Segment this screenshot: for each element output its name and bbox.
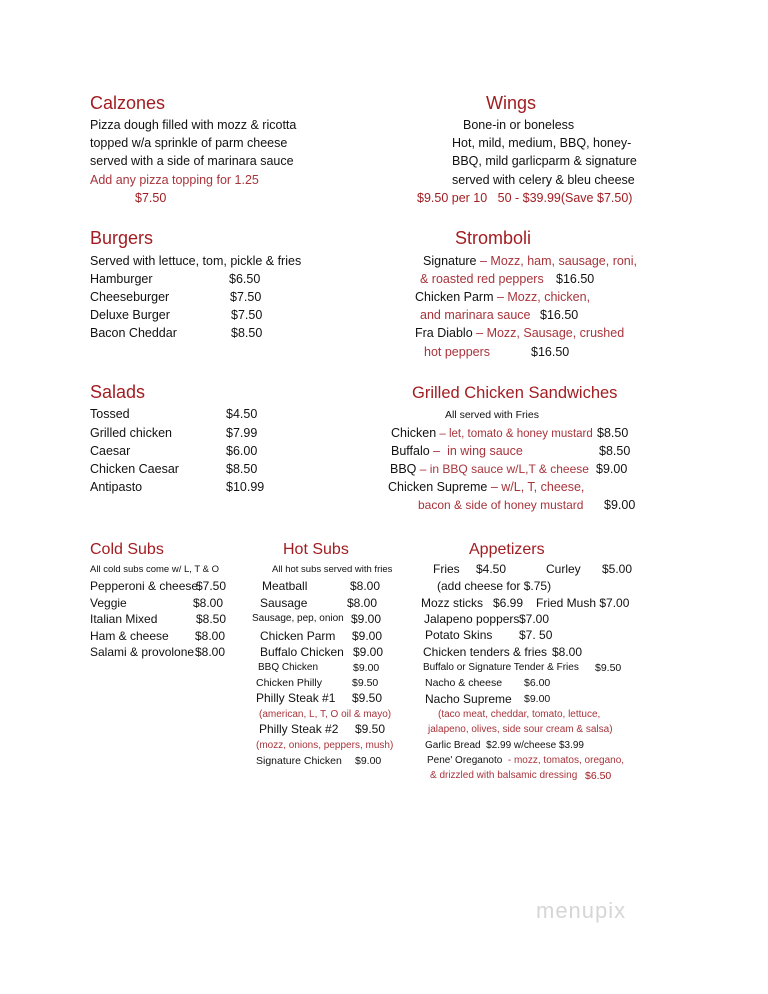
stromboli-item bbox=[415, 325, 624, 341]
sub-desc: (american, L, T, O oil & mayo) bbox=[259, 709, 392, 720]
item-name: Fra Diablo bbox=[415, 326, 473, 340]
calzones-desc: served with a side of marinara sauce bbox=[90, 154, 294, 168]
app-name: Fries bbox=[433, 562, 460, 576]
salad-price: $6.00 bbox=[226, 444, 258, 458]
sub-name: Italian Mixed bbox=[90, 612, 158, 626]
app-price: $6.00 bbox=[524, 677, 551, 689]
sub-price: $9.50 bbox=[352, 677, 379, 689]
burger-name: Cheeseburger bbox=[90, 290, 170, 304]
sub-price: $9.00 bbox=[352, 629, 383, 643]
wings-desc: Hot, mild, medium, BBQ, honey- bbox=[452, 136, 632, 150]
calzones-desc: Pizza dough filled with mozz & ricotta bbox=[90, 118, 297, 132]
item-name: BBQ bbox=[390, 462, 417, 476]
item-desc: hot peppers bbox=[424, 345, 491, 359]
wings-price: $9.50 per 10 50 - $39.99(Save $7.50) bbox=[417, 191, 633, 205]
app-name: Potato Skins bbox=[425, 628, 493, 642]
salad-name: Grilled chicken bbox=[90, 426, 172, 440]
item-desc: – in BBQ sauce w/L,T & cheese bbox=[416, 462, 589, 476]
item-desc: – w/L, T, cheese, bbox=[487, 480, 585, 494]
burgers-heading: Burgers bbox=[90, 228, 154, 248]
app-price: $9.50 bbox=[595, 662, 622, 674]
sub-name: Philly Steak #2 bbox=[259, 722, 339, 736]
calzones-price: $7.50 bbox=[135, 191, 167, 205]
sub-price: $8.50 bbox=[196, 612, 227, 626]
sub-name: Philly Steak #1 bbox=[256, 691, 336, 705]
hot-subs-note: All hot subs served with fries bbox=[272, 564, 393, 575]
sub-price: $8.00 bbox=[195, 645, 226, 659]
app-desc: & drizzled with balsamic dressing bbox=[430, 770, 578, 781]
burgers-note: Served with lettuce, tom, pickle & fries bbox=[90, 254, 302, 268]
item-name: Signature bbox=[423, 254, 477, 268]
sandwich-item bbox=[391, 443, 523, 459]
item-price: $16.50 bbox=[531, 345, 570, 359]
sub-name: Chicken Philly bbox=[256, 677, 322, 689]
wings-heading: Wings bbox=[486, 93, 537, 113]
app-price: $7.00 bbox=[519, 612, 550, 626]
salad-name: Caesar bbox=[90, 444, 131, 458]
item-desc: and marinara sauce bbox=[420, 308, 531, 322]
app-price: $9.00 bbox=[524, 693, 551, 705]
salad-price: $4.50 bbox=[226, 407, 258, 421]
wings-desc: served with celery & bleu cheese bbox=[452, 173, 635, 187]
wings-desc: Bone-in or boneless bbox=[463, 118, 575, 132]
app-name: Garlic Bread $2.99 w/cheese $3.99 bbox=[425, 740, 584, 751]
sub-price: $9.50 bbox=[352, 691, 383, 705]
cold-subs-heading: Cold Subs bbox=[90, 541, 164, 558]
sub-price: $8.00 bbox=[195, 629, 226, 643]
item-price: $9.00 bbox=[604, 498, 636, 512]
burger-price: $7.50 bbox=[231, 308, 263, 322]
salad-name: Tossed bbox=[90, 407, 130, 421]
sandwich-item bbox=[391, 425, 593, 442]
burger-price: $8.50 bbox=[231, 326, 263, 340]
app-desc: (taco meat, cheddar, tomato, lettuce, bbox=[438, 709, 601, 720]
burger-name: Bacon Cheddar bbox=[90, 326, 177, 340]
sub-name: BBQ Chicken bbox=[258, 662, 319, 673]
app-price: $6.99 bbox=[493, 596, 524, 610]
salads-heading: Salads bbox=[90, 382, 146, 402]
app-name: Nacho Supreme bbox=[425, 692, 512, 706]
sandwiches-note: All served with Fries bbox=[445, 409, 539, 421]
burger-price: $7.50 bbox=[230, 290, 262, 304]
app-name: Curley bbox=[546, 562, 581, 576]
item-desc: – Mozz, ham, sausage, roni, bbox=[476, 254, 638, 268]
app-price: $6.50 bbox=[585, 770, 612, 782]
sub-name: Meatball bbox=[262, 579, 308, 593]
salad-price: $7.99 bbox=[226, 426, 258, 440]
sub-price: $7.50 bbox=[196, 579, 227, 593]
stromboli-heading: Stromboli bbox=[455, 228, 532, 248]
sandwich-item bbox=[390, 461, 589, 477]
app-desc: jalapeno, olives, side sour cream & salsa) bbox=[428, 724, 613, 735]
watermark-logo: menupix bbox=[536, 898, 627, 923]
sub-name: Salami & provolone bbox=[90, 645, 195, 659]
app-name: (add cheese for $.75) bbox=[437, 579, 552, 593]
sub-price: $8.00 bbox=[193, 596, 224, 610]
item-desc: bacon & side of honey mustard bbox=[418, 498, 584, 512]
sub-name: Pepperoni & cheese bbox=[90, 579, 199, 593]
item-price: $9.00 bbox=[596, 462, 628, 476]
item-price: $8.50 bbox=[597, 426, 629, 440]
item-price: $16.50 bbox=[556, 272, 595, 286]
sub-name: Chicken Parm bbox=[260, 629, 336, 643]
burger-name: Hamburger bbox=[90, 272, 153, 286]
app-price: $7. 50 bbox=[519, 628, 553, 642]
sub-price: $9.50 bbox=[355, 722, 386, 736]
app-item bbox=[427, 753, 624, 769]
app-name: Mozz sticks bbox=[421, 596, 484, 610]
app-price: $8.00 bbox=[552, 645, 583, 659]
item-name: Chicken Parm bbox=[415, 290, 494, 304]
stromboli-item bbox=[423, 253, 637, 269]
burger-name: Deluxe Burger bbox=[90, 308, 170, 322]
app-name: Jalapeno poppers bbox=[424, 612, 520, 626]
calzones-desc: topped w/a sprinkle of parm cheese bbox=[90, 136, 288, 150]
sub-price: $8.00 bbox=[350, 579, 381, 593]
sub-price: $9.00 bbox=[353, 645, 384, 659]
calzones-heading: Calzones bbox=[90, 93, 166, 113]
app-price: $4.50 bbox=[476, 562, 507, 576]
sub-name: Sausage, pep, onion bbox=[252, 613, 344, 624]
app-name: Fried Mush $7.00 bbox=[536, 596, 630, 610]
item-name: Buffalo bbox=[391, 444, 430, 458]
cold-subs-note: All cold subs come w/ L, T & O bbox=[90, 564, 220, 575]
sub-desc: (mozz, onions, peppers, mush) bbox=[256, 740, 394, 751]
stromboli-item bbox=[415, 289, 590, 305]
item-desc: & roasted red peppers bbox=[420, 272, 544, 286]
sub-name: Buffalo Chicken bbox=[260, 645, 344, 659]
app-price: $5.00 bbox=[602, 562, 633, 576]
app-name: Nacho & cheese bbox=[425, 677, 503, 689]
item-name: Chicken Supreme bbox=[388, 480, 488, 494]
salad-name: Antipasto bbox=[90, 480, 143, 494]
sub-name: Ham & cheese bbox=[90, 629, 169, 643]
sub-name: Veggie bbox=[90, 596, 127, 610]
sub-price: $9.00 bbox=[355, 755, 382, 767]
burger-price: $6.50 bbox=[229, 272, 261, 286]
item-price: $8.50 bbox=[599, 444, 631, 458]
item-desc: – in wing sauce bbox=[429, 444, 523, 458]
item-desc: – Mozz, chicken, bbox=[493, 290, 591, 304]
item-price: $16.50 bbox=[540, 308, 579, 322]
wings-desc: BBQ, mild garlicparm & signature bbox=[452, 154, 637, 168]
hot-subs-heading: Hot Subs bbox=[283, 541, 349, 558]
sub-price: $9.00 bbox=[353, 662, 380, 674]
calzones-addon: Add any pizza topping for 1.25 bbox=[90, 173, 259, 187]
salad-price: $8.50 bbox=[226, 462, 258, 476]
sub-price: $8.00 bbox=[347, 596, 378, 610]
item-name: Pene' Oreganoto bbox=[427, 755, 503, 766]
item-name: Chicken bbox=[391, 426, 437, 440]
app-name: Chicken tenders & fries bbox=[423, 645, 548, 659]
appetizers-heading: Appetizers bbox=[469, 541, 545, 558]
item-desc: – let, tomato & honey mustard bbox=[436, 428, 593, 440]
item-desc: – Mozz, Sausage, crushed bbox=[472, 326, 625, 340]
salad-name: Chicken Caesar bbox=[90, 462, 179, 476]
sandwiches-heading: Grilled Chicken Sandwiches bbox=[412, 384, 618, 402]
sandwich-item bbox=[388, 479, 584, 495]
sub-price: $9.00 bbox=[351, 612, 382, 626]
app-name: Buffalo or Signature Tender & Fries bbox=[423, 662, 579, 673]
item-desc: - mozz, tomatos, oregano, bbox=[502, 755, 625, 766]
salad-price: $10.99 bbox=[226, 480, 265, 494]
sub-name: Sausage bbox=[260, 596, 308, 610]
sub-name: Signature Chicken bbox=[256, 755, 342, 767]
